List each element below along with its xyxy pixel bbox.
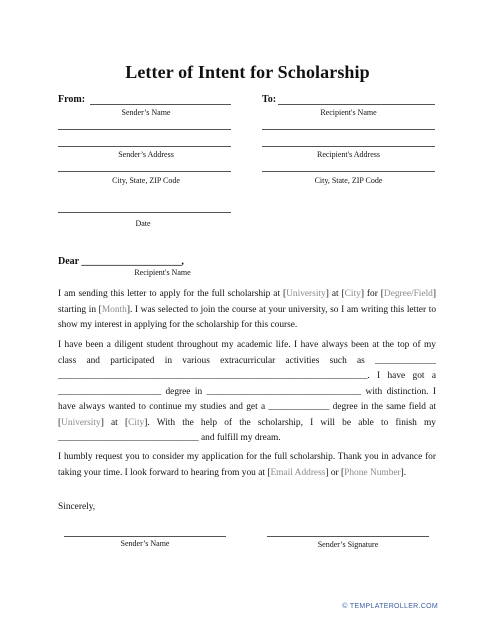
recipient-city-line[interactable] — [262, 171, 435, 172]
degree-placeholder[interactable]: Degree/Field — [383, 289, 433, 299]
date-line[interactable] — [58, 212, 231, 213]
sender-name-caption: Sender’s Name — [121, 108, 171, 117]
recipient-city-caption: City, State, ZIP Code — [314, 176, 383, 185]
city-placeholder[interactable]: City — [344, 289, 361, 299]
paragraph-1: I am sending this letter to apply for the full scholarship at [University] at [City] for [Degree/Field] starting in [Month]. I was selected to join the course at your university, so I am writing this letter to show my interest in applying for the scholarship for this course. — [58, 289, 437, 330]
from-label: From: — [58, 94, 86, 105]
sender-city-caption: City, State, ZIP Code — [112, 176, 180, 185]
city-placeholder-2[interactable]: City — [128, 417, 145, 428]
footer-watermark[interactable]: © TEMPLATEROLLER.COM — [342, 603, 438, 610]
sender-address-caption: Sender’s Address — [118, 150, 174, 159]
dear-label: Dear — [58, 256, 79, 267]
paragraph-2: I have been a diligent student throughout my academic life. I have always been at the top of my class and participated in various extracurricular activities such as _____________ __________________________________________________________________. I have got a ______________________ degree in _________________________________ with distinction. I have always wanted to continue my studies and get a _____________ degree in the same field at [University] at [City]. With the help of the scholarship, I will be able to finish my ______________________________ and fulfill my dream. — [58, 340, 436, 443]
recipient-address-line-2[interactable] — [262, 146, 435, 147]
sender-address-line-1[interactable] — [58, 129, 231, 130]
month-placeholder[interactable]: Month — [101, 304, 127, 315]
recipient-name-blank[interactable]: ____________________, — [81, 256, 184, 267]
recipient-name-caption: Recipient's Name — [320, 108, 377, 117]
to-label: To: — [262, 94, 277, 105]
phone-placeholder[interactable]: Phone Number — [344, 467, 401, 478]
paragraph-3: I humbly request you to consider my application for the full scholarship. Thank you in advance for taking your time. I look forward to hearing from you at [Email Address] or [Phone Number]. — [58, 452, 436, 478]
signature-line[interactable] — [267, 536, 429, 537]
sender-name-signature-caption: Sender’s Name — [120, 539, 170, 548]
recipient-address-line-1[interactable] — [262, 129, 435, 130]
date-caption: Date — [135, 219, 151, 228]
document-title: Letter of Intent for Scholarship — [125, 62, 370, 82]
sender-name-line[interactable] — [90, 104, 231, 105]
salutation-caption: Recipient's Name — [134, 268, 191, 277]
recipient-name-line[interactable] — [278, 104, 435, 105]
sender-address-line-2[interactable] — [58, 146, 231, 147]
signature-caption: Sender’s Signature — [317, 540, 379, 549]
email-placeholder[interactable]: Email Address — [270, 467, 326, 478]
university-placeholder[interactable]: University — [286, 289, 326, 299]
sender-city-line[interactable] — [58, 171, 231, 172]
recipient-address-caption: Recipient's Address — [317, 150, 380, 159]
salutation — [58, 256, 184, 267]
sender-name-signature-line[interactable] — [64, 536, 226, 537]
closing: Sincerely, — [58, 502, 96, 512]
university-placeholder-2[interactable]: University — [61, 417, 101, 428]
